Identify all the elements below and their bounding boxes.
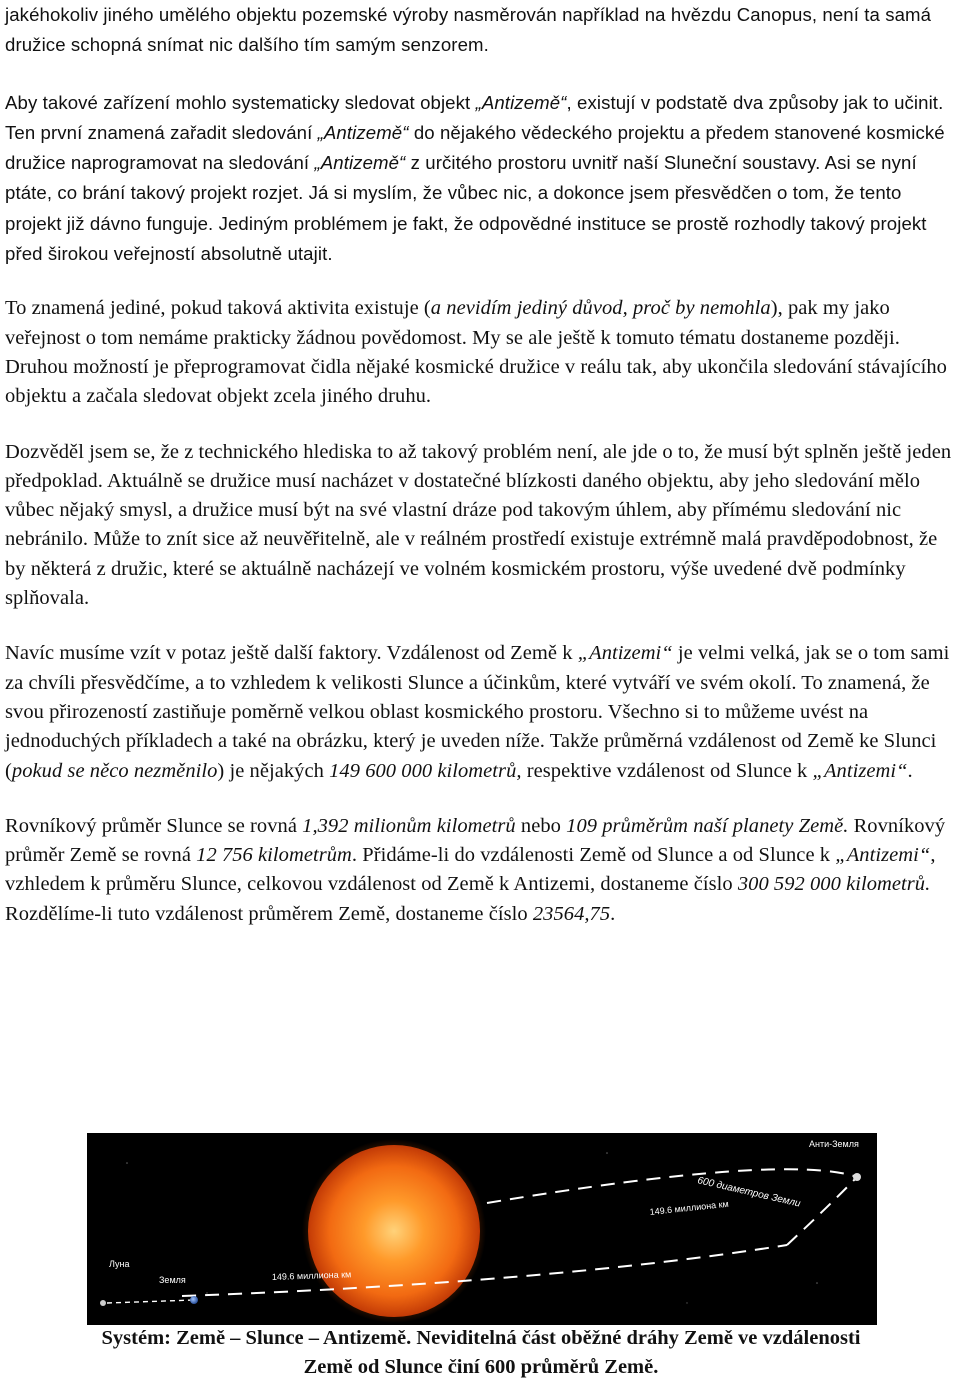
p2-sentence-2c: do nějakého vědeckého projektu a předem stanovené kosmické družice naprogramovat na sledování bbox=[5, 121, 945, 174]
paragraph-2 bbox=[5, 88, 957, 270]
p6-g: . Přidáme-li do vzdálenosti Země od Slunce a od Slunce k bbox=[351, 844, 836, 867]
p3-italic: a nevidím jediný důvod, proč by nemohla bbox=[430, 297, 771, 320]
p6-k: Rozdělíme-li tuto vzdálenost průměrem Země, dostaneme číslo bbox=[5, 902, 533, 925]
p2-sentence-1c: , existují v podstatě dva způsoby jak to učinit. bbox=[566, 91, 944, 113]
p5-sentence-5a: Takže průměrná vzdálenost od Země ke Slunci ( bbox=[5, 730, 937, 782]
paragraph-6 bbox=[5, 812, 957, 929]
label-distance-bottom: 149.6 миллиона км bbox=[271, 1269, 352, 1282]
label-antiearth: Анти-Земля bbox=[809, 1139, 859, 1149]
p5-sentence-5c: ) je nějakých bbox=[217, 759, 330, 782]
p5-sentence-1: Navíc musíme vzít v potaz ještě další faktory. bbox=[5, 642, 382, 665]
p5-antizemi-2: „Antizemi“ bbox=[812, 759, 908, 782]
p4-sentence-1: Dozvěděl jsem se, že z technického hlediska to až takový problém není, ale jde o to, že musí být splněn ještě jeden předpoklad. bbox=[5, 440, 952, 492]
p3-sentence-1c: ), pak my jako veřejnost o tom nemáme prakticky žádnou povědomost. My se ale ještě k tomuto tématu dostaneme později. bbox=[5, 297, 900, 349]
p1-sentence: jakéhokoliv jiného umělého objektu pozemské výroby nasměrován například na hvězdu Canopus, není ta samá družice schopná snímat nic dalšího tím samým senzorem. bbox=[5, 4, 932, 56]
p5-sentence-4: Všechno si to můžeme uvést na jednoduchých příkladech a také na obrázku, který je uveden níže. bbox=[5, 700, 869, 753]
p5-sentence-2a: Vzdálenost od Země k bbox=[381, 642, 578, 665]
label-moon: Луна bbox=[109, 1259, 130, 1269]
p6-d: 109 průměrům naší planety Země. bbox=[566, 814, 849, 837]
p2-sentence-3: Asi se nyní ptáte, co brání takový projekt rozjet. bbox=[5, 152, 917, 204]
paragraph-4 bbox=[5, 438, 957, 614]
p5-antizemi-1: „Antizemi“ bbox=[577, 642, 673, 665]
p2-sentence-5: Jediným problémem je fakt, že odpovědné instituce se prostě rozhodly takový projekt před širokou veřejností absolutně utajit. bbox=[5, 212, 927, 265]
figure-svg bbox=[87, 1133, 877, 1325]
caption-line-2: Země od Slunce činí 600 průměrů Země. bbox=[303, 1355, 659, 1378]
p5-italic-nezmenilo: pokud se něco nezměnilo bbox=[11, 759, 218, 782]
orbit-right bbox=[787, 1177, 857, 1245]
earth-dot bbox=[190, 1296, 198, 1304]
p6-f: 12 756 kilometrům bbox=[196, 844, 352, 867]
moon-dot bbox=[100, 1300, 106, 1306]
p2-antizeme-3: „Antizemě“ bbox=[314, 152, 406, 174]
p5-sentence-5g: . bbox=[907, 759, 913, 782]
p5-sentence-5e: respektive vzdálenost od Slunce k bbox=[521, 759, 813, 782]
p6-b: 1,392 milionům kilometrů bbox=[302, 814, 516, 837]
figure-caption bbox=[5, 1324, 957, 1381]
solar-system-figure bbox=[87, 1133, 877, 1325]
p6-c: nebo bbox=[515, 814, 567, 837]
label-earth: Земля bbox=[159, 1275, 186, 1285]
p6-h: „Antizemi“ bbox=[835, 844, 931, 867]
p4-sentence-3: Může to znít sice až neuvěřitelně, ale v reálném prostředí existuje extrémně malá pravděpodobnost, že by některá z družic, které se aktuálně nacházejí ve volném kosmickém prostoru, výše uvedené dvě podmínky splňovala. bbox=[5, 528, 938, 610]
orbit-lower bbox=[182, 1245, 787, 1296]
caption-line-1: Systém: Země – Slunce – Antizemě. Neviditelná část oběžné dráhy Země ve vzdálenosti bbox=[101, 1327, 861, 1349]
moon-earth-line bbox=[107, 1300, 194, 1303]
p2-antizeme-1: „Antizemě“ bbox=[475, 91, 567, 113]
paragraph-1 bbox=[5, 0, 957, 61]
label-distance-top: 149.6 миллиона км bbox=[649, 1198, 730, 1217]
label-diameters: 600 диаметров Земли bbox=[696, 1175, 802, 1210]
paragraph-5 bbox=[5, 639, 957, 785]
p6-j: 300 592 000 kilometrů. bbox=[737, 873, 931, 896]
p3-sentence-1a: To znamená jediné, pokud taková aktivita existuje ( bbox=[5, 297, 431, 320]
p6-a: Rovníkový průměr Slunce se rovná bbox=[5, 814, 303, 837]
p2-antizeme-2: „Antizemě“ bbox=[317, 121, 409, 143]
p3-sentence-2: Druhou možností je přeprogramovat čidla nějaké kosmické družice v reálu tak, aby ukončila sledování stávajícího objektu a začala sledovat objekt zcela jiného druhu. bbox=[5, 355, 947, 408]
paragraph-3 bbox=[5, 294, 957, 411]
sun bbox=[308, 1145, 480, 1317]
p4-sentence-2: Aktuálně se družice musí nacházet v dostatečné blízkosti daného objektu, aby jeho sledování mělo vůbec nějaký smysl, a družice musí být na své vlastní dráze pod takovým úhlem, aby přímému sledování nic nebránilo. bbox=[5, 469, 921, 551]
p6-i: , vzhledem k průměru Slunce, celkovou vzdálenost od Země k Antizemi, dostaneme číslo bbox=[5, 844, 936, 896]
p6-e: Rovníkový průměr Země se rovná bbox=[5, 814, 946, 867]
antiearth-dot bbox=[853, 1173, 861, 1181]
p5-italic-distance: 149 600 000 kilometrů, bbox=[329, 759, 522, 782]
p5-sentence-2c: je velmi velká, jak se o tom sami za chvíli přesvědčíme, a to vzhledem k velikosti Slunce a účinkům, které vytváří ve svém okolí. bbox=[5, 642, 950, 694]
document-body bbox=[5, 0, 957, 955]
p2-sentence-2e: z určitého prostoru uvnitř naší Sluneční soustavy. bbox=[405, 152, 821, 174]
p2-sentence-1a: Aby takové zařízení mohlo systematicky sledovat objekt bbox=[5, 91, 476, 113]
p2-sentence-2a: Ten první znamená zařadit sledování bbox=[5, 121, 318, 143]
p5-sentence-3: To znamená, že svou přirozeností zastiňuje poměrně velkou oblast kosmického prostoru. bbox=[5, 671, 930, 723]
p6-l: 23564,75 bbox=[532, 902, 611, 925]
p2-sentence-4: Já si myslím, že vůbec nic, a dokonce jsem přesvědčen o tom, že tento projekt již dávno funguje. bbox=[5, 182, 902, 234]
p6-m: . bbox=[610, 902, 616, 925]
